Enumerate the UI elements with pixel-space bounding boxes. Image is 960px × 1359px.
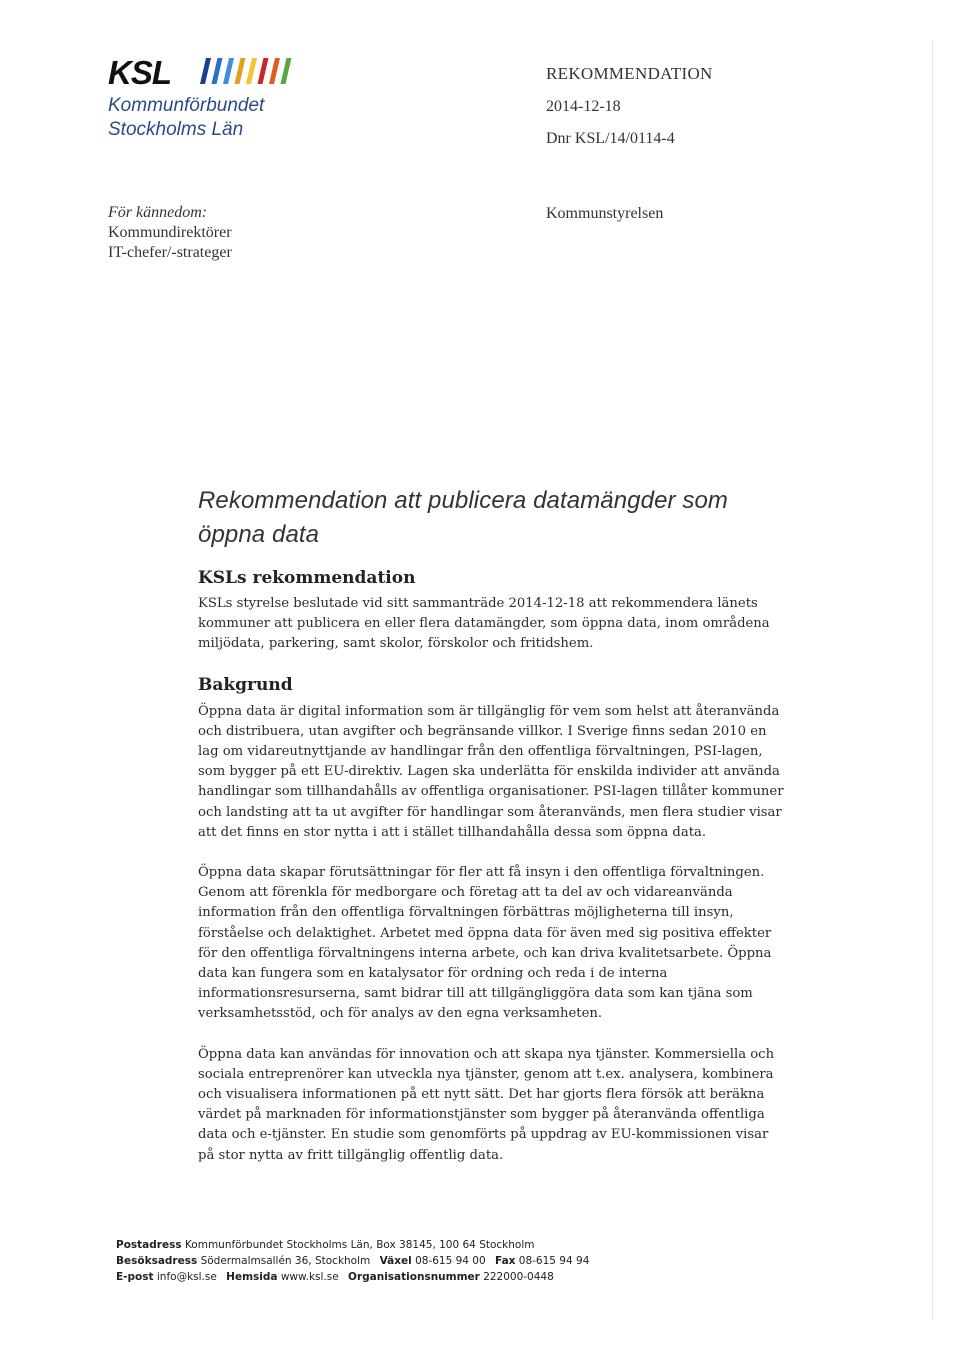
footer-visit-value: Södermalmsallén 36, Stockholm	[200, 1255, 371, 1267]
org-name-line1: Kommunförbundet	[108, 95, 265, 116]
footer-email-value[interactable]: info@ksl.se	[156, 1271, 217, 1283]
distribution-item: Kommundirektörer	[108, 224, 232, 241]
footer-web-value[interactable]: www.ksl.se	[280, 1271, 339, 1283]
document-title-line2: öppna data	[198, 521, 320, 548]
distribution-list	[108, 203, 232, 263]
document-type: REKOMMENDATION	[546, 64, 713, 83]
footer-phone-label: Växel	[379, 1255, 412, 1267]
org-name-line2: Stockholms Län	[108, 119, 244, 140]
logo-stripe	[223, 58, 234, 84]
footer-visit-label: Besöksadress	[116, 1255, 198, 1267]
document-recipient: Kommunstyrelsen	[546, 205, 664, 222]
footer-fax-value: 08-615 94 94	[518, 1255, 590, 1267]
footer-postal-line	[116, 1237, 589, 1253]
scan-edge-line	[932, 40, 933, 1320]
background-paragraph: Öppna data skapar förutsättningar för fler att få insyn i den offentliga förvaltningen. Genom att förenkla för medborgare och företag att ta del av och vidareanvända information från den offentliga förvaltningen förbättras möjligheterna till insyn, förståelse och delaktighet. Arbetet med öppna data för även med sig positiva effekter för den offentliga förvaltningens interna arbete, och kan driva kvalitetsarbete. Öppna data kan fungera som en katalysator för ordning och reda i de interna informationsresurserna, samt bidrar till att tillgängliggöra data som kan tjäna som verksamhetsstöd, och för analys av den egna verksamheten.	[198, 865, 772, 1022]
background-paragraph: Öppna data är digital information som är tillgänglig för vem som helst att återanvända och distribuera, utan avgifter och begränsande villkor. I Sverige finns sedan 2010 en lag om vidareutnyttjande av handlingar från den offentliga förvaltningen, PSI-lagen, som bygger på ett EU-direktiv. Lagen ska underlätta för enskilda individer att använda handlingar som tillhandahålls av offentliga organisationer. PSI-lagen tillåter kommuner och landsting att ta ut avgifter för handlingar som återanvänds, men flera studier visar att det finns en stor nytta i att i stället tillhandahålla dessa som öppna data.	[198, 703, 784, 840]
document-reference-number: Dnr KSL/14/0114-4	[546, 130, 675, 147]
document-title-line1: Rekommendation att publicera datamängder som	[198, 487, 729, 514]
footer-fax-label: Fax	[495, 1255, 516, 1267]
logo-stripe	[200, 58, 211, 84]
logo-stripe	[258, 58, 269, 84]
footer-orgnr-value: 222000-0448	[483, 1271, 554, 1283]
organization-name	[108, 94, 264, 142]
footer-orgnr-label: Organisationsnummer	[348, 1271, 480, 1283]
footer-phone-value: 08-615 94 00	[415, 1255, 486, 1267]
logo-stripe	[246, 58, 257, 84]
logo-stripe	[269, 58, 280, 84]
footer-visit-line	[116, 1253, 589, 1269]
footer-email-label: E-post	[116, 1271, 154, 1283]
ksl-logo-stripes	[196, 56, 296, 86]
logo-stripe	[281, 58, 292, 84]
section-heading-background: Bakgrund	[198, 674, 293, 695]
background-paragraph: Öppna data kan användas för innovation och att skapa nya tjänster. Kommersiella och sociala entreprenörer kan utveckla nya tjänster, genom att t.ex. analysera, kombinera och visualisera informationen på ett nytt sätt. Det har gjorts flera försök att beräkna värdet på marknaden för informationstjänster som bygger på återanvända offentliga data och e-tjänster. En studie som genomförts på uppdrag av EU-kommissionen visar på stor nytta av fritt tillgänglig offentlig data.	[198, 1046, 775, 1163]
footer-web-label: Hemsida	[226, 1271, 278, 1283]
footer-web-line	[116, 1269, 589, 1285]
document-body	[198, 484, 788, 1166]
distribution-item: IT-chefer/-strateger	[108, 244, 232, 261]
logo-stripe	[212, 58, 223, 84]
section-heading-recommendation: KSLs rekommendation	[198, 568, 416, 588]
footer-postal-label: Postadress	[116, 1239, 182, 1251]
logo-stripe	[235, 58, 246, 84]
distribution-label: För kännedom:	[108, 204, 208, 221]
recommendation-paragraph: KSLs styrelse beslutade vid sitt sammanträde 2014-12-18 att rekommendera länets kommuner att publicera en eller flera datamängder, som öppna data, inom områdena miljödata, parkering, samt skolor, förskolor och fritidshem.	[198, 596, 770, 652]
document-date: 2014-12-18	[546, 98, 621, 115]
footer-postal-value: Kommunförbundet Stockholms Län, Box 38145, 100 64 Stockholm	[184, 1239, 535, 1251]
footer-contact-info	[116, 1237, 589, 1285]
ksl-logo-wordmark: KSL	[108, 54, 171, 91]
document-title	[198, 484, 788, 552]
